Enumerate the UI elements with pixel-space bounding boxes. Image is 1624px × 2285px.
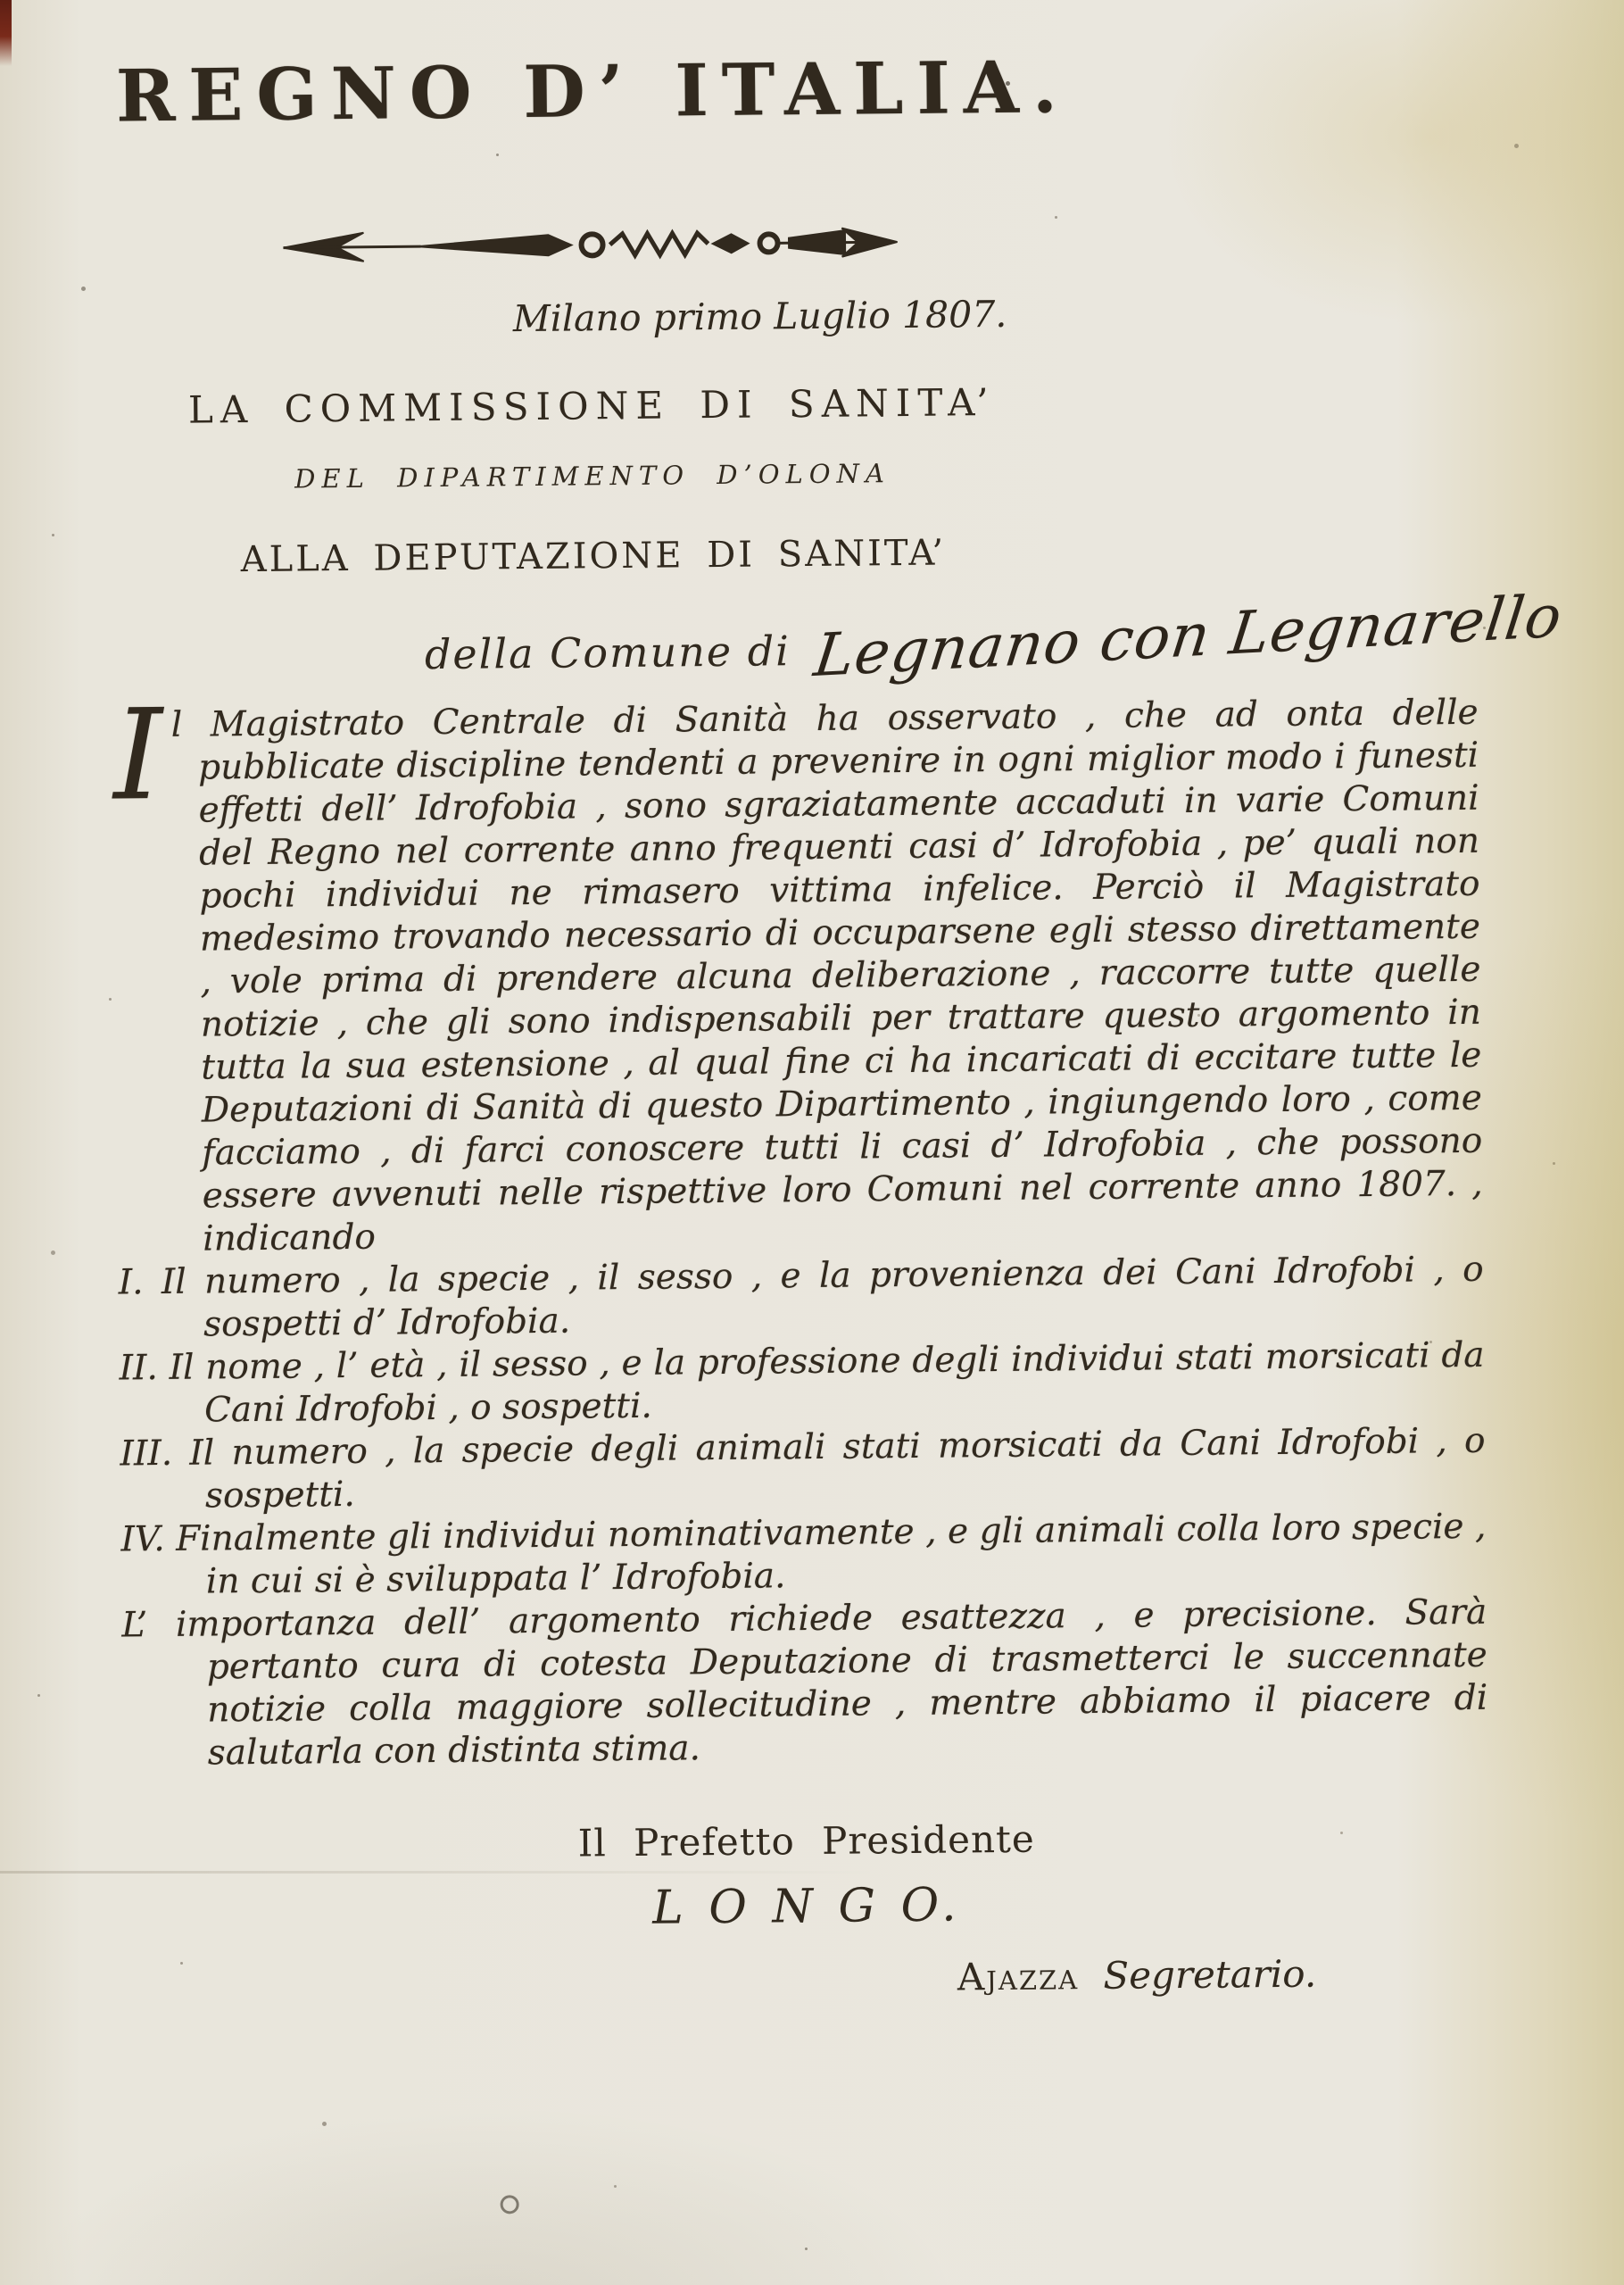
list-item-1-text: Il numero , la specie , il sesso , e la provenienza dei Cani Idrofobi , o sospetti d’ Idrofobia. [161, 1249, 1484, 1345]
list-item-2-text: Il nome , l’ età , il sesso , e la professione degli individui stati morsicati da Cani Idrofobi , o sospetti. [169, 1334, 1485, 1431]
signature-role: Il Prefetto Presidente [577, 1816, 1035, 1865]
secretary-line [125, 1950, 1490, 2007]
signature-name: L O N G O. [651, 1878, 962, 1935]
body-text [112, 682, 1488, 1776]
list-item-1 [118, 1249, 1484, 1347]
list-item-4 [120, 1506, 1487, 1604]
document-title: REGNO D’ ITALIA. [115, 45, 1072, 138]
closing-paragraph-text: L’ importanza dell’ argomento richiede esattezza , e precisione. Sarà pertanto cura di cotesta Deputazione di trasmetterci le succennate notizie colla maggiore sollecitudine , mentre abbiamo il piacere di salutarla con distinta stima. [121, 1591, 1488, 1774]
list-item-4-numeral: IV. [120, 1518, 165, 1560]
secretary-name: Ajazza [957, 1954, 1080, 1999]
ink-ring-mark [501, 2195, 519, 2214]
list-item-3-text: Il numero , la specie degli animali stati morsicati da Cani Idrofobi , o sospetti. [189, 1420, 1486, 1516]
address-printed-text: della Comune di [424, 627, 791, 679]
dropcap-initial: I [112, 682, 164, 829]
department-heading: DEL DIPARTIMENTO D’OLONA [294, 458, 891, 494]
list-item-2-numeral: II. [119, 1348, 159, 1389]
closing-paragraph [121, 1591, 1488, 1775]
opening-paragraph [112, 682, 1483, 1261]
opening-paragraph-text: l Magistrato Centrale di Sanità ha osservato , che ad onta delle pubblicate discipline tendenti a prevenire in ogni miglior modo i funesti effetti dell’ Idrofobia , sono sgraziatamente accaduti in varie Comuni del Regno nel corrente anno frequenti casi d’ Idrofobia , pe’ quali non pochi individui ne rimasero vittima infelice. Perciò il Magistrato medesimo trovando necessario di occuparsene egli stesso direttamente , vole prima di prendere alcuna deliberazione , raccorre tutte quelle notizie , che gli sono indispensabili per trattare questo argomento in tutta la sua estensione , al qual fine ci ha incaricati di eccitare tutte le Deputazioni di Sanità di questo Dipartimento , ingiungendo loro , come facciamo , di farci conoscere tutti li casi d’ Idrofobia , che possono essere avvenuti nelle rispettive loro Comuni nel corrente anno 1807. , indicando [170, 692, 1483, 1259]
divider-ornament-icon [117, 220, 1063, 272]
address-line [112, 581, 1566, 691]
recipient-heading: ALLA DEPUTAZIONE DI SANITA’ [240, 532, 947, 581]
list-item-3-numeral: III. [120, 1433, 173, 1475]
secretary-role: Segretario. [1103, 1951, 1317, 1998]
list-item-4-text: Finalmente gli individui nominativamente , e gli animali colla loro specie , in cui si è sviluppata l’ Idrofobia. [175, 1506, 1487, 1602]
address-handwritten-text: Legnano con Legnarello [810, 581, 1566, 691]
list-item-3 [120, 1420, 1486, 1518]
sender-heading: LA COMMISSIONE DI SANITA’ [187, 379, 996, 432]
dateline: Milano primo Luglio 1807. [512, 292, 1007, 341]
list-item-2 [119, 1334, 1485, 1433]
list-item-1-numeral: I. [118, 1262, 144, 1303]
